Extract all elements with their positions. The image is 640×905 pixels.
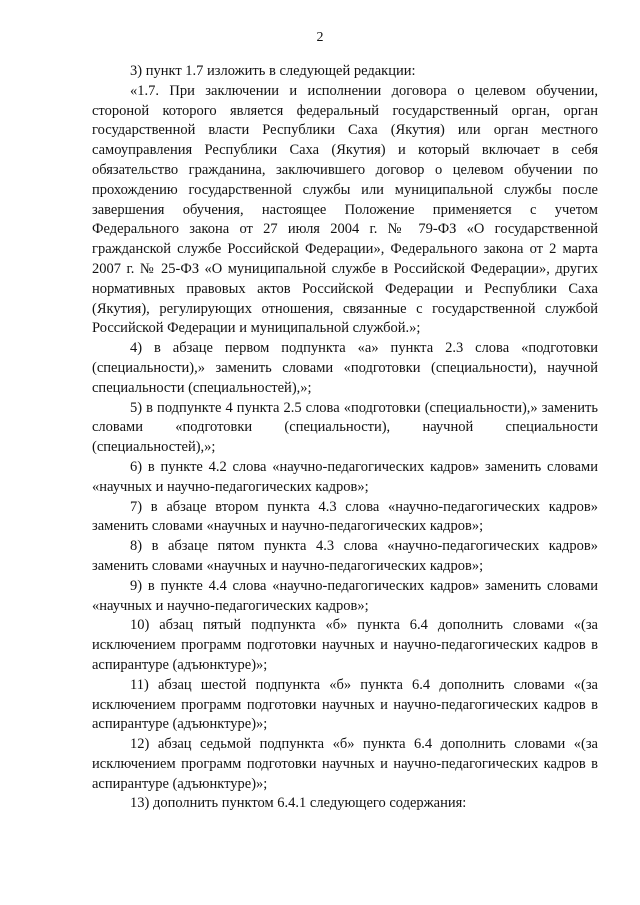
paragraph-item-6: 6) в пункте 4.2 слова «научно-педагогических кадров» заменить словами «научных и научно-педагогических кадров»; (92, 458, 598, 495)
document-body (92, 62, 598, 814)
paragraph-item-13: 13) дополнить пунктом 6.4.1 следующего содержания: (130, 795, 467, 812)
paragraph-item-12: 12) абзац седьмой подпункта «б» пункта 6.4 дополнить словами «(за исключением программ подготовки научных и научно-педагогических кадров в аспирантуре (адъюнктуре)»; (92, 736, 598, 792)
paragraph-item-7: 7) в абзаце втором пункта 4.3 слова «научно-педагогических кадров» заменить словами «научных и научно-педагогических кадров»; (92, 498, 598, 535)
paragraph-item-3: 3) пункт 1.7 изложить в следующей редакции: (130, 63, 416, 79)
paragraph-item-5: 5) в подпункте 4 пункта 2.5 слова «подготовки (специальности),» заменить словами «подготовки (специальности), научной специальности (специальностей),»; (92, 399, 598, 456)
page-number: 2 (316, 30, 324, 45)
paragraph-point-1-7-text: «1.7. При заключении и исполнении договора о целевом обучении, стороной которого является федеральный государственный орган, орган государственной власти Республики Саха (Якутия) или орган местного самоуправления Республики Саха (Якутия) и который включает в себя обязательство гражданина, заключившего договор о целевом обучении по прохождению государственной службы или муниципальной службы после завершения обучения, настоящее Положение применяется с учетом Федерального закона от 27 июля 2004 г. № 79-ФЗ «О государственной гражданской службе Российской Федерации», Федерального закона от 2 марта 2007 г. № 25-ФЗ «О муниципальной службе в Российской Федерации», других нормативных правовых актов Российской Федерации и Республики Саха (Якутия), регулирующих отношения, связанные с государственной службой Российской Федерации и муниципальной службой.»; (92, 82, 598, 337)
paragraph-item-10: 10) абзац пятый подпункта «б» пункта 6.4 дополнить словами «(за исключением программ подготовки научных и научно-педагогических кадров в аспирантуре (адъюнктуре)»; (92, 617, 598, 673)
paragraph-item-11: 11) абзац шестой подпункта «б» пункта 6.4 дополнить словами «(за исключением программ подготовки научных и научно-педагогических кадров в аспирантуре (адъюнктуре)»; (92, 676, 598, 733)
paragraph-item-9: 9) в пункте 4.4 слова «научно-педагогических кадров» заменить словами «научных и научно-педагогических кадров»; (92, 577, 598, 614)
paragraph-item-4: 4) в абзаце первом подпункта «а» пункта 2.3 слова «подготовки (специальности),» заменить словами «подготовки (специальности), научной специальности (специальностей),»; (92, 340, 598, 396)
paragraph-item-8: 8) в абзаце пятом пункта 4.3 слова «научно-педагогических кадров» заменить словами «научных и научно-педагогических кадров»; (92, 538, 598, 574)
